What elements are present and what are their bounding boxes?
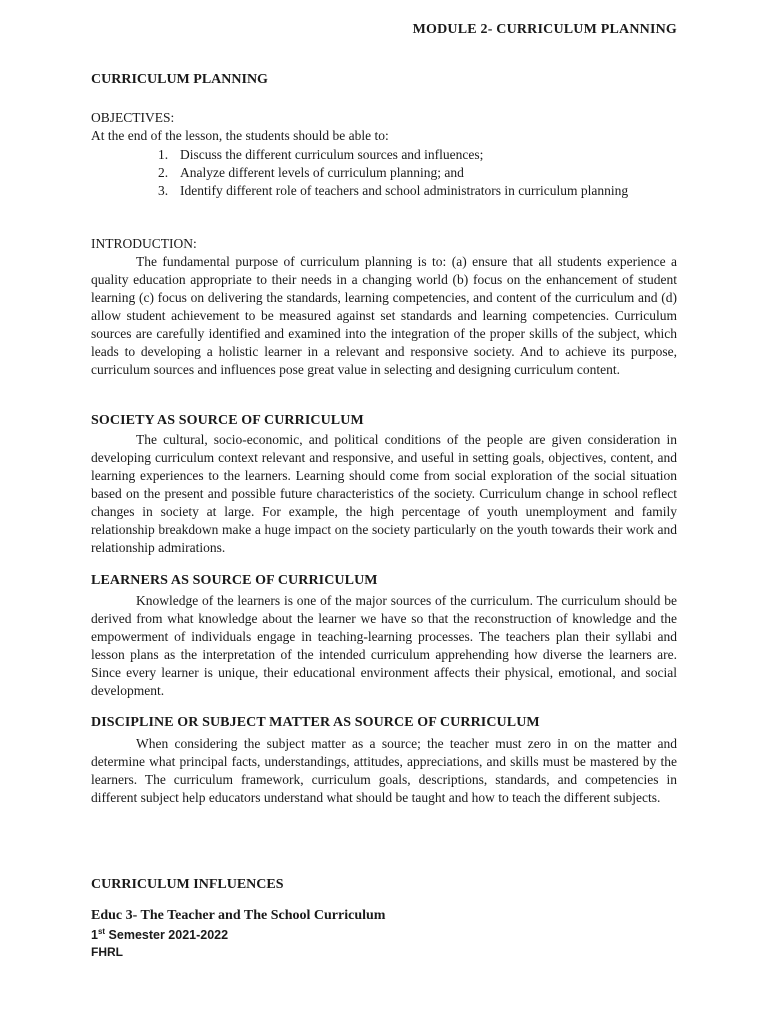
section-paragraph-learners: Knowledge of the learners is one of the major sources of the curriculum. The curriculum should be derived from what knowledge about the learner we have so that the reconstruction of knowledge and the empowerment of individuals engage in teaching-learning processes. The teachers plan their syllabi and lesson plans as the interpretation of the intended curriculum apprehending how diverse the learners are. Since every learner is unique, their educational environment affects their physical, emotional, and social development. bbox=[91, 593, 677, 698]
section-paragraph-discipline: When considering the subject matter as a source; the teacher must zero in on the matter and determine what principal facts, understandings, attitudes, appreciations, and skills must be mastered by the learners. The curriculum framework, curriculum goals, descriptions, standards, and competencies in different subject help educators understand what should be taught and how to teach the different subjects. bbox=[91, 736, 677, 805]
objective-text: Identify different role of teachers and school administrators in curriculum planning bbox=[180, 183, 629, 198]
objectives-intro: At the end of the lesson, the students should be able to: bbox=[91, 128, 389, 143]
objective-text: Analyze different levels of curriculum planning; and bbox=[180, 165, 464, 180]
introduction-paragraph: The fundamental purpose of curriculum planning is to: (a) ensure that all students experience a quality education appropriate to their needs in a changing world (b) focus on the enhancement of student learning (c) focus on delivering the standards, learning competencies, and content of the curriculum and (d) allow student achievement to be measured against set standards and learning competencies. Curriculum sources are carefully identified and examined into the integration of the proper skills of the subject, which leads to developing a holistic learner in a relevant and responsive society. And to achieve its purpose, curriculum sources and influences pose great value in selecting and designing curriculum content. bbox=[91, 254, 677, 377]
objectives-list bbox=[91, 146, 677, 200]
section-heading-learners: LEARNERS AS SOURCE OF CURRICULUM bbox=[91, 573, 378, 588]
section-heading-discipline: DISCIPLINE OR SUBJECT MATTER AS SOURCE OF CURRICULUM bbox=[91, 715, 540, 730]
section-paragraph-society: The cultural, socio-economic, and political conditions of the people are given consideration in developing curriculum context relevant and responsive, and useful in setting goals, objectives, content, and learning experiences to the learners. Learning should come from social exploration of the social situation based on the present and possible future characteristics of the society. Curriculum change in school reflect changes in society at large. For example, the high percentage of youth unemployment and family relationship breakdown make a huge impact on the society particularly on the youth towards their work and relationship admirations. bbox=[91, 432, 677, 555]
footer-semester bbox=[91, 927, 228, 942]
semester-number: 1 bbox=[91, 928, 98, 943]
objective-number: 3. bbox=[158, 183, 169, 198]
section-heading-society: SOCIETY AS SOURCE OF CURRICULUM bbox=[91, 413, 364, 428]
semester-ordinal: st bbox=[97, 927, 106, 936]
objective-item bbox=[91, 182, 677, 200]
footer-course: Educ 3- The Teacher and The School Curriculum bbox=[91, 908, 386, 923]
page-title: CURRICULUM PLANNING bbox=[91, 72, 268, 87]
introduction-label: INTRODUCTION: bbox=[91, 236, 197, 251]
objective-number: 1. bbox=[158, 147, 169, 162]
influences-heading: CURRICULUM INFLUENCES bbox=[91, 877, 284, 892]
semester-text: Semester 2021-2022 bbox=[105, 928, 229, 943]
objective-number: 2. bbox=[158, 165, 169, 180]
objective-text: Discuss the different curriculum sources and influences; bbox=[180, 147, 484, 162]
footer-initials: FHRL bbox=[91, 945, 123, 959]
objectives-label: OBJECTIVES: bbox=[91, 110, 175, 125]
objective-item bbox=[91, 146, 677, 164]
module-header: MODULE 2- CURRICULUM PLANNING bbox=[412, 22, 677, 37]
objective-item bbox=[91, 164, 677, 182]
